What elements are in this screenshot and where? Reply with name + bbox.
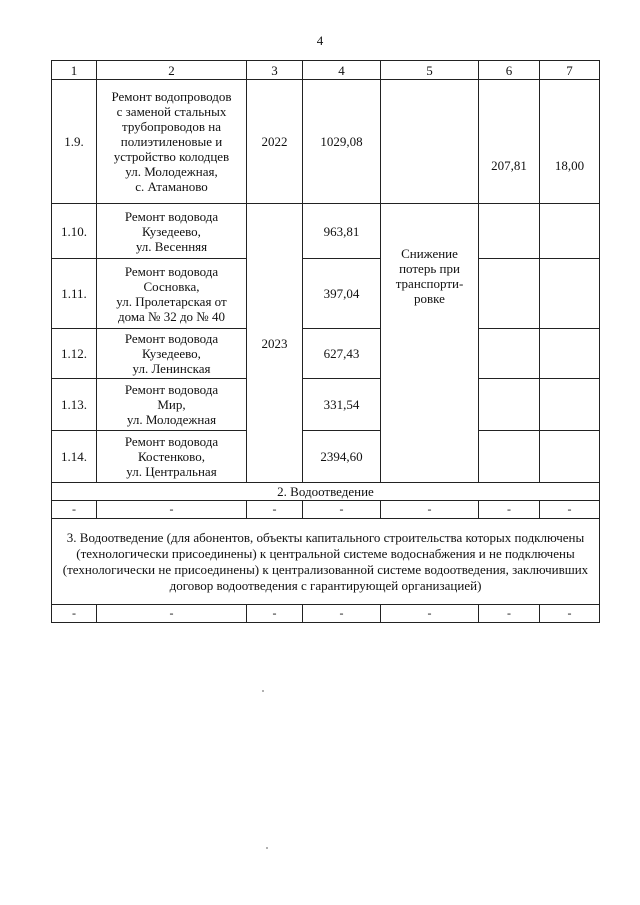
col6-empty [479, 259, 540, 329]
work-name: Ремонт водовода Костенково, ул. Центральная [97, 431, 247, 483]
col6-value: 207,81 [479, 80, 540, 204]
table-row [52, 259, 600, 329]
section-2-row [52, 483, 600, 501]
dash-cell: - [540, 605, 600, 623]
col6-empty [479, 431, 540, 483]
effect-text: Снижение потерь при транспорти- ровке [381, 204, 479, 483]
col7-empty [540, 204, 600, 259]
table-row [52, 329, 600, 379]
dash-cell: - [247, 501, 303, 519]
dash-cell: - [381, 501, 479, 519]
investment-program-table [51, 60, 600, 623]
header-col-2: 2 [97, 61, 247, 80]
year: 2022 [247, 80, 303, 204]
header-col-7: 7 [540, 61, 600, 80]
header-col-5: 5 [381, 61, 479, 80]
section-3-row [52, 519, 600, 605]
col6-empty [479, 204, 540, 259]
dash-cell: - [52, 501, 97, 519]
col7-empty [540, 329, 600, 379]
cost-value: 627,43 [303, 329, 381, 379]
work-name: Ремонт водопроводов с заменой стальных трубопроводов на полиэтиленовые и устройство колодцев ул. Молодежная, с. Атаманово [97, 80, 247, 204]
dash-cell: - [479, 501, 540, 519]
work-name: Ремонт водовода Кузедеево, ул. Весенняя [97, 204, 247, 259]
header-col-4: 4 [303, 61, 381, 80]
table-row [52, 431, 600, 483]
dash-cell: - [247, 605, 303, 623]
dash-cell: - [479, 605, 540, 623]
cost-value: 2394,60 [303, 431, 381, 483]
group-year: 2023 [247, 204, 303, 483]
dash-cell: - [303, 605, 381, 623]
row-number: 1.13. [52, 379, 97, 431]
cost-value: 963,81 [303, 204, 381, 259]
scan-speck [262, 690, 264, 692]
row-number: 1.10. [52, 204, 97, 259]
row-number: 1.9. [52, 80, 97, 204]
section-2-dash-row [52, 501, 600, 519]
col7-value: 18,00 [540, 80, 600, 204]
dash-cell: - [303, 501, 381, 519]
section-3-dash-row [52, 605, 600, 623]
col6-empty [479, 379, 540, 431]
row-number: 1.11. [52, 259, 97, 329]
row-number: 1.12. [52, 329, 97, 379]
work-name: Ремонт водовода Мир, ул. Молодежная [97, 379, 247, 431]
effect-cell-empty [381, 80, 479, 204]
page-number: 4 [316, 33, 324, 48]
header-col-3: 3 [247, 61, 303, 80]
header-col-6: 6 [479, 61, 540, 80]
work-name: Ремонт водовода Кузедеево, ул. Ленинская [97, 329, 247, 379]
table-row [52, 80, 600, 204]
section-3-title: 3. Водоотведение (для абонентов, объекты капитального строительства которых подключены (технологически присоединены) к центральной системе водоснабжения и не подключены (технологически не присоединены) к централизованной системе водоотведения, заключивших договор водоотведения с гарантирующей организацией) [52, 519, 600, 605]
col7-empty [540, 259, 600, 329]
table-row [52, 204, 600, 259]
row-number: 1.14. [52, 431, 97, 483]
scan-speck [266, 847, 268, 849]
col7-empty [540, 379, 600, 431]
dash-cell: - [540, 501, 600, 519]
cost-value: 331,54 [303, 379, 381, 431]
header-row [52, 61, 600, 80]
cost-value: 1029,08 [303, 80, 381, 204]
table-row [52, 379, 600, 431]
header-col-1: 1 [52, 61, 97, 80]
cost-value: 397,04 [303, 259, 381, 329]
work-name: Ремонт водовода Сосновка, ул. Пролетарская от дома № 32 до № 40 [97, 259, 247, 329]
dash-cell: - [97, 605, 247, 623]
col7-empty [540, 431, 600, 483]
section-2-title: 2. Водоотведение [52, 483, 600, 501]
dash-cell: - [52, 605, 97, 623]
col6-empty [479, 329, 540, 379]
dash-cell: - [381, 605, 479, 623]
dash-cell: - [97, 501, 247, 519]
